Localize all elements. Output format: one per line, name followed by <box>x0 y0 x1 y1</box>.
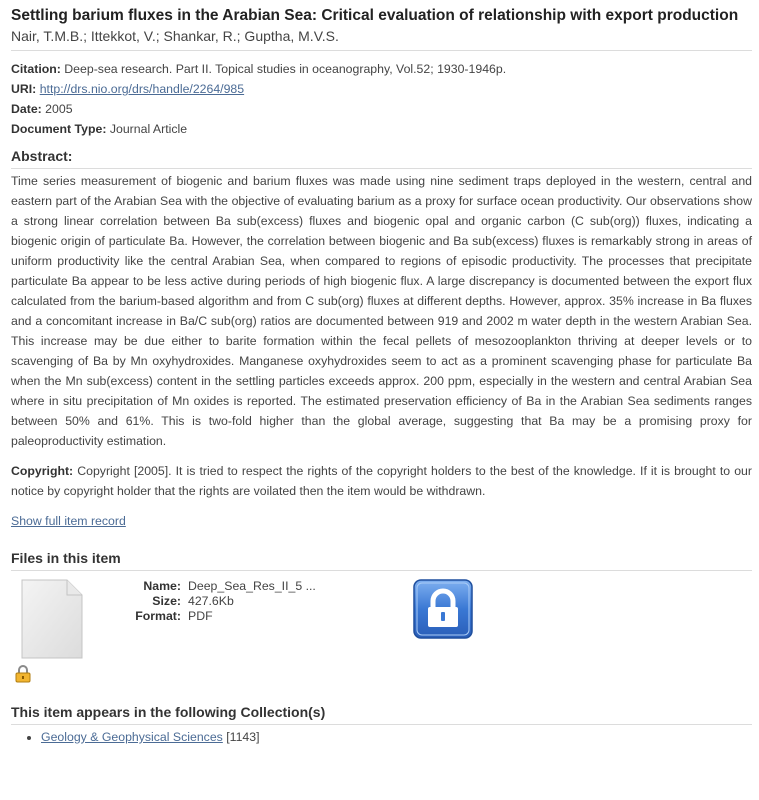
date-label: Date: <box>11 102 42 116</box>
item-authors: Nair, T.M.B.; Ittekkot, V.; Shankar, R.; Guptha, M.V.S. <box>11 28 339 44</box>
lock-icon <box>15 665 31 688</box>
abstract-text: Time series measurement of biogenic and barium fluxes was made using nine sediment traps deployed in the western, central and eastern part of the Arabian Sea with the objective of evaluating barium as a proxy for surface ocean productivity. Our observations show a strong linear correlation between Ba sub(excess) fluxes and biogenic opal and organic carbon (C sub(org)) fluxes, indicating a biogenic origin of particulate Ba. However, the correlation between biogenic and Ba sub(excess) fluxes is remarkably strong in areas of uniform productivity like the central Arabian Sea, when compared to regions of episodic productivity. The processes that precipitate particulate Ba appear to be less active during periods of high biogenic flux. A large discrepancy is documented between the export flux calculated from the barium-based algorithm and from C sub(org) fluxes at different depths. However, approx. 35% increase in Ba fluxes and a concomitant increase in Ba/C sub(org) ratios are documented between 919 and 2002 m water depth in the western Arabian Sea. This increase may be due either to barite formation within the fecal pellets of mesozooplankton thriving at deeper levels or to scavenging of Ba by Mn oxyhydroxides. Manganese oxyhydroxides seem to act as a prominent scavenging phase for particulate Ba when the Mn sub(excess) content in the settling particles exceeds approx. 200 ppm, especially in the western and central Arabian Sea where in situ precipitation of Mn oxides is reported. The estimated preservation efficiency of Ba in the Arabian Sea sediments ranges between 50% and 61%. This is two-fold higher than the global average, suggesting that Ba may be a promising proxy for paleoproductivity estimation. <box>11 174 752 448</box>
file-name-label: Name: <box>143 579 181 593</box>
show-full-row <box>11 511 752 531</box>
file-info <box>111 579 316 624</box>
files-heading: Files in this item <box>11 550 121 566</box>
list-item <box>41 728 752 746</box>
date-row <box>11 99 752 119</box>
document-thumbnail-icon[interactable] <box>21 579 83 664</box>
collections-list <box>11 728 752 746</box>
divider <box>11 168 752 169</box>
copyright-text: Copyright [2005]. It is tried to respect the rights of the copyright holders to the best of the knowledge. If it is brought to our notice by copyright holder that the rights are voilated then the item would be withdrawn. <box>11 464 752 498</box>
citation-value: Deep-sea research. Part II. Topical studies in oceanography, Vol.52; 1930-1946p. <box>64 62 507 76</box>
copyright-block <box>11 461 752 501</box>
file-size-value: 427.6Kb <box>188 594 234 608</box>
file-name-value: Deep_Sea_Res_II_5 ... <box>188 579 316 593</box>
divider <box>11 50 752 51</box>
citation-row <box>11 59 752 79</box>
uri-label: URI: <box>11 82 37 96</box>
uri-link[interactable]: http://drs.nio.org/drs/handle/2264/985 <box>39 82 245 96</box>
date-value: 2005 <box>45 102 73 116</box>
lock-large-icon[interactable] <box>413 579 473 644</box>
divider <box>11 724 752 725</box>
file-format-value: PDF <box>188 609 213 623</box>
metadata-block <box>11 59 752 139</box>
doctype-value: Journal Article <box>109 122 188 136</box>
show-full-record-link[interactable]: Show full item record <box>11 514 126 528</box>
citation-label: Citation: <box>11 62 61 76</box>
collections-heading: This item appears in the following Collection(s) <box>11 704 326 720</box>
copyright-label: Copyright: <box>11 464 74 478</box>
item-title: Settling barium fluxes in the Arabian Sea: Critical evaluation of relationship with export production <box>11 7 739 24</box>
file-format-label: Format: <box>135 609 181 623</box>
collection-link[interactable]: Geology & Geophysical Sciences <box>41 730 223 744</box>
file-size-label: Size: <box>152 594 181 608</box>
collection-count: [1143] <box>226 730 260 744</box>
doctype-row <box>11 119 752 139</box>
doctype-label: Document Type: <box>11 122 107 136</box>
uri-row <box>11 79 752 99</box>
file-row <box>11 571 752 701</box>
abstract-heading: Abstract: <box>11 148 73 164</box>
